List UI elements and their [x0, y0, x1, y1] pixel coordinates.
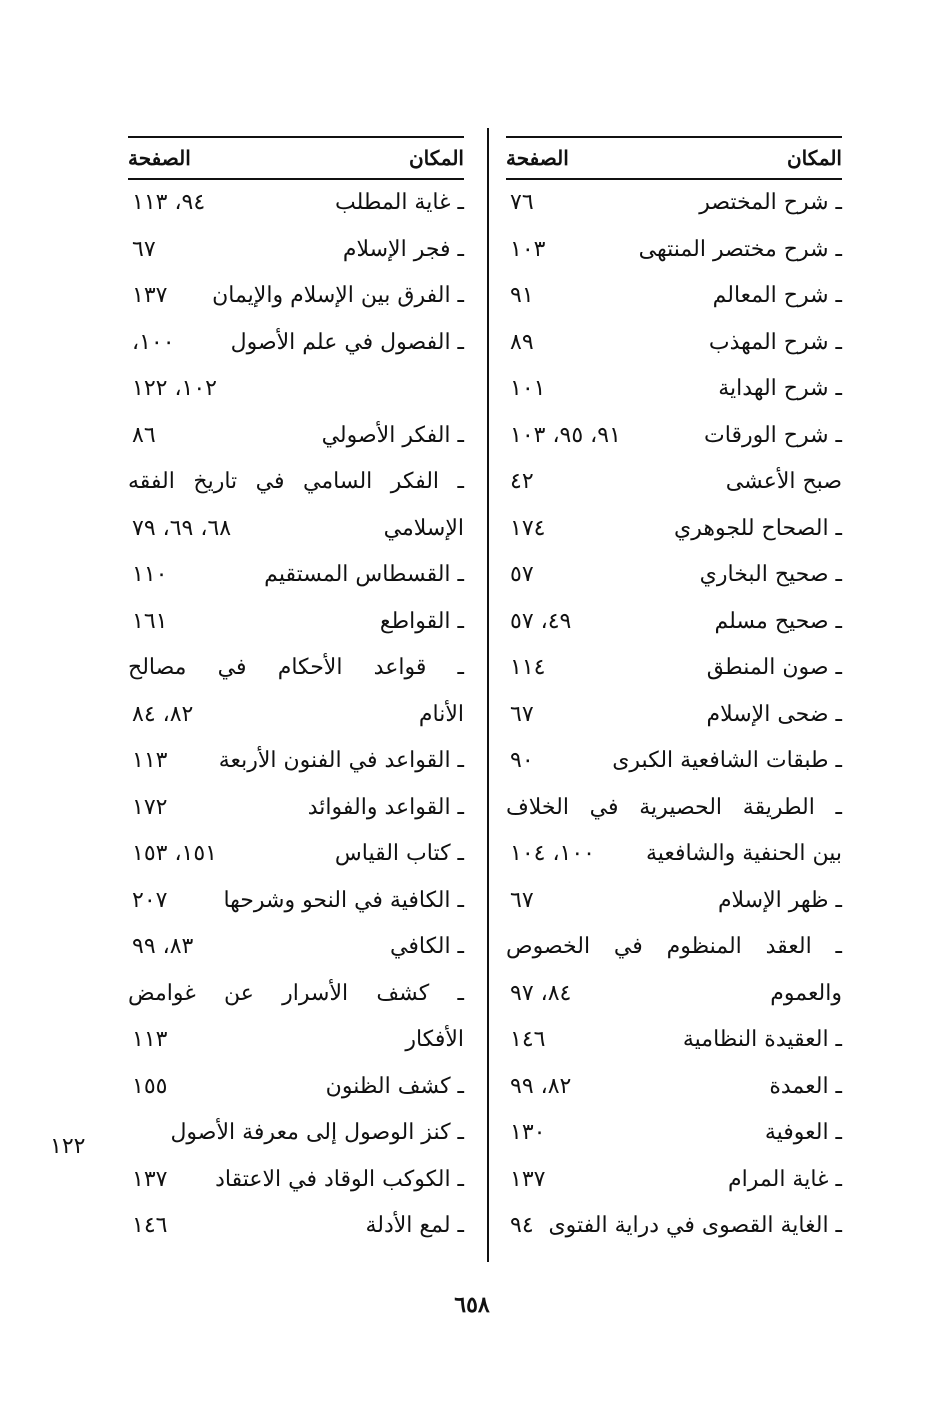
page-refs: ٥٧	[510, 562, 534, 587]
index-row	[506, 227, 842, 274]
index-row	[506, 320, 842, 367]
page-refs: ١٠٠،	[132, 329, 175, 355]
page-refs: ١٥١، ١٥٣	[132, 841, 217, 866]
page-refs: ١١٠	[132, 562, 168, 587]
index-row	[128, 273, 464, 320]
page-refs: ٩٠	[510, 748, 534, 773]
page-refs: ٧٦	[510, 190, 534, 215]
index-row	[506, 459, 842, 506]
page-refs: ٩٤	[510, 1213, 534, 1238]
page-refs: ٤٩، ٥٧	[510, 608, 572, 634]
page-refs: ١١٤	[510, 655, 546, 680]
index-column-right	[506, 136, 842, 1250]
entry-title: ـ العقيدة النظامية	[682, 1027, 842, 1052]
page-refs: ٦٧	[510, 701, 534, 727]
page-refs: ١٠٠، ١٠٤	[510, 841, 595, 866]
entry-title: الأفكار	[405, 1027, 464, 1052]
page-refs: ٩١، ٩٥، ١٠٣	[510, 422, 621, 448]
index-row	[506, 692, 842, 739]
index-row	[506, 366, 842, 413]
entry-title: ـ الطريقة الحصيرية في الخلاف	[506, 794, 842, 820]
page-refs: ١٥٥	[132, 1073, 168, 1099]
entry-title: ـ القواعد في الفنون الأربعة	[218, 748, 464, 773]
entry-title: صبح الأعشى	[725, 469, 842, 494]
index-row	[128, 366, 464, 413]
page-refs: ٩١	[510, 283, 534, 308]
entry-title: ـ العوفية	[764, 1120, 842, 1145]
page-refs: ٨٣، ٩٩	[132, 934, 194, 959]
entry-title: ـ غاية المرام	[728, 1166, 842, 1192]
index-row	[128, 692, 464, 739]
entry-title: ـ غاية المطلب	[334, 190, 464, 215]
entry-title: ـ الفكر السامي في تاريخ الفقه	[128, 469, 464, 494]
index-row	[128, 1203, 464, 1250]
page-refs: ٦٧	[132, 236, 156, 262]
page-refs: ١٦١	[132, 608, 168, 634]
entry-title: ـ كنز الوصول إلى معرفة الأصول	[170, 1120, 464, 1145]
index-column-left	[128, 136, 464, 1250]
index-row	[506, 1110, 842, 1157]
entry-title: ـ القسطاس المستقيم	[264, 562, 464, 587]
entry-title: ـ صحيح مسلم	[714, 608, 842, 634]
index-row	[128, 227, 464, 274]
page-refs: ٦٧	[510, 887, 534, 913]
index-row	[506, 971, 842, 1018]
index-row	[128, 924, 464, 971]
index-row	[128, 645, 464, 692]
page-refs: ١٤٦	[510, 1027, 546, 1052]
entry-title: ـ صحيح البخاري	[699, 562, 842, 587]
index-row	[506, 878, 842, 925]
entry-title: ـ لمع الأدلة	[365, 1213, 464, 1238]
entry-title: ـ صون المنطق	[706, 655, 842, 680]
index-row	[506, 924, 842, 971]
index-row	[506, 1203, 842, 1250]
entry-title: ـ قواعد الأحكام في مصالح	[128, 655, 464, 680]
page-refs: ١٣٧	[132, 1166, 168, 1192]
page-refs: ١١٣	[132, 1027, 168, 1052]
entry-title: ـ شرح الورقات	[704, 422, 842, 448]
entry-title: ـ الصحاح للجوهري	[674, 515, 842, 541]
entry-title: ـ شرح المهذب	[708, 329, 842, 355]
index-row	[506, 180, 842, 227]
entry-title: ـ الفرق بين الإسلام والإيمان	[212, 283, 464, 308]
entry-title: ـ شرح المعالم	[712, 283, 842, 308]
page-refs: ٨٦	[132, 422, 156, 448]
column-header	[128, 136, 464, 180]
page-refs: ٢٠٧	[132, 887, 168, 913]
index-row	[506, 738, 842, 785]
entry-title: الأنام	[418, 701, 464, 727]
entry-title: ـ ظهر الإسلام	[717, 887, 842, 913]
entry-title: ـ الكافي	[390, 934, 464, 959]
entry-title: ـ القواطع	[379, 608, 464, 634]
index-row	[128, 971, 464, 1018]
index-row	[506, 785, 842, 832]
entry-title: ـ كشف الظنون	[325, 1073, 464, 1099]
page-number: ٦٥٨	[454, 1292, 490, 1318]
column-divider	[487, 128, 489, 1262]
index-row	[506, 1064, 842, 1111]
entry-title: ـ شرح المختصر	[699, 190, 842, 215]
entry-title: ـ فجر الإسلام	[342, 236, 464, 262]
index-row	[128, 1017, 464, 1064]
index-row	[506, 506, 842, 553]
entry-title: ـ كتاب القياس	[334, 841, 464, 866]
page-refs: ١٤٦	[132, 1213, 168, 1238]
column-header	[506, 136, 842, 180]
index-row	[128, 1110, 464, 1157]
entry-title: ـ شرح مختصر المنتهى	[638, 236, 842, 262]
index-row	[128, 785, 464, 832]
page-refs: ١٣٧	[132, 283, 168, 308]
place-header: المكان	[786, 146, 842, 170]
entry-title: ـ الكوكب الوقاد في الاعتقاد	[215, 1166, 464, 1192]
page-header: الصفحة	[506, 146, 569, 170]
page-refs: ١٣٠	[510, 1120, 546, 1145]
page-header: الصفحة	[128, 146, 191, 170]
page-refs: ٤٢	[510, 469, 534, 494]
margin-page-ref: ١٢٢	[50, 1134, 86, 1159]
index-row	[506, 1017, 842, 1064]
index-row	[506, 273, 842, 320]
entry-title: ـ الفصول في علم الأصول	[230, 329, 464, 355]
entry-title: ـ كشف الأسرار عن غوامض	[128, 980, 464, 1006]
entry-title: ـ العمدة	[769, 1073, 842, 1099]
index-row	[128, 599, 464, 646]
index-row	[128, 738, 464, 785]
place-header: المكان	[408, 146, 464, 170]
index-row	[506, 831, 842, 878]
page-refs: ٦٨، ٦٩، ٧٩	[132, 515, 232, 541]
page-refs: ١١٣	[132, 748, 168, 773]
entry-title: بين الحنفية والشافعية	[645, 841, 842, 866]
index-row	[506, 645, 842, 692]
index-row	[128, 831, 464, 878]
page-refs: ١٧٤	[510, 515, 546, 541]
page-refs: ١٠١	[510, 376, 546, 401]
page-refs: ١٧٢	[132, 794, 168, 820]
index-row	[128, 878, 464, 925]
index-row	[128, 320, 464, 367]
index-row	[128, 506, 464, 553]
page-refs: ٨٢، ٩٩	[510, 1073, 572, 1099]
index-row	[128, 459, 464, 506]
entry-title: ـ شرح الهداية	[718, 376, 842, 401]
index-row	[128, 1064, 464, 1111]
entry-title: والعموم	[770, 980, 842, 1006]
index-row	[128, 552, 464, 599]
index-row	[506, 552, 842, 599]
index-row	[128, 180, 464, 227]
index-row	[506, 1157, 842, 1204]
page-refs: ٩٤، ١١٣	[132, 190, 206, 215]
page-refs: ٨٢، ٨٤	[132, 701, 194, 727]
entry-title: ـ ضحى الإسلام	[706, 701, 842, 727]
page-refs: ١٣٧	[510, 1166, 546, 1192]
page-refs: ١٠٢، ١٢٢	[132, 376, 217, 401]
entry-title: ـ الكافية في النحو وشرحها	[223, 887, 464, 913]
page-refs: ١٠٣	[510, 236, 546, 262]
page-refs: ٨٩	[510, 329, 534, 355]
index-row	[128, 1157, 464, 1204]
entry-title: ـ العقد المنظوم في الخصوص	[506, 934, 842, 959]
entry-title: ـ طبقات الشافعية الكبرى	[612, 748, 842, 773]
index-row	[506, 599, 842, 646]
page-refs: ٨٤، ٩٧	[510, 980, 572, 1006]
index-row	[506, 413, 842, 460]
entry-title: ـ الفكر الأصولي	[321, 422, 464, 448]
entry-title: ـ الغاية القصوى في دراية الفتوى	[548, 1213, 842, 1238]
entry-title: الإسلامي	[383, 515, 464, 541]
entry-title: ـ القواعد والفوائد	[307, 794, 464, 820]
index-row	[128, 413, 464, 460]
